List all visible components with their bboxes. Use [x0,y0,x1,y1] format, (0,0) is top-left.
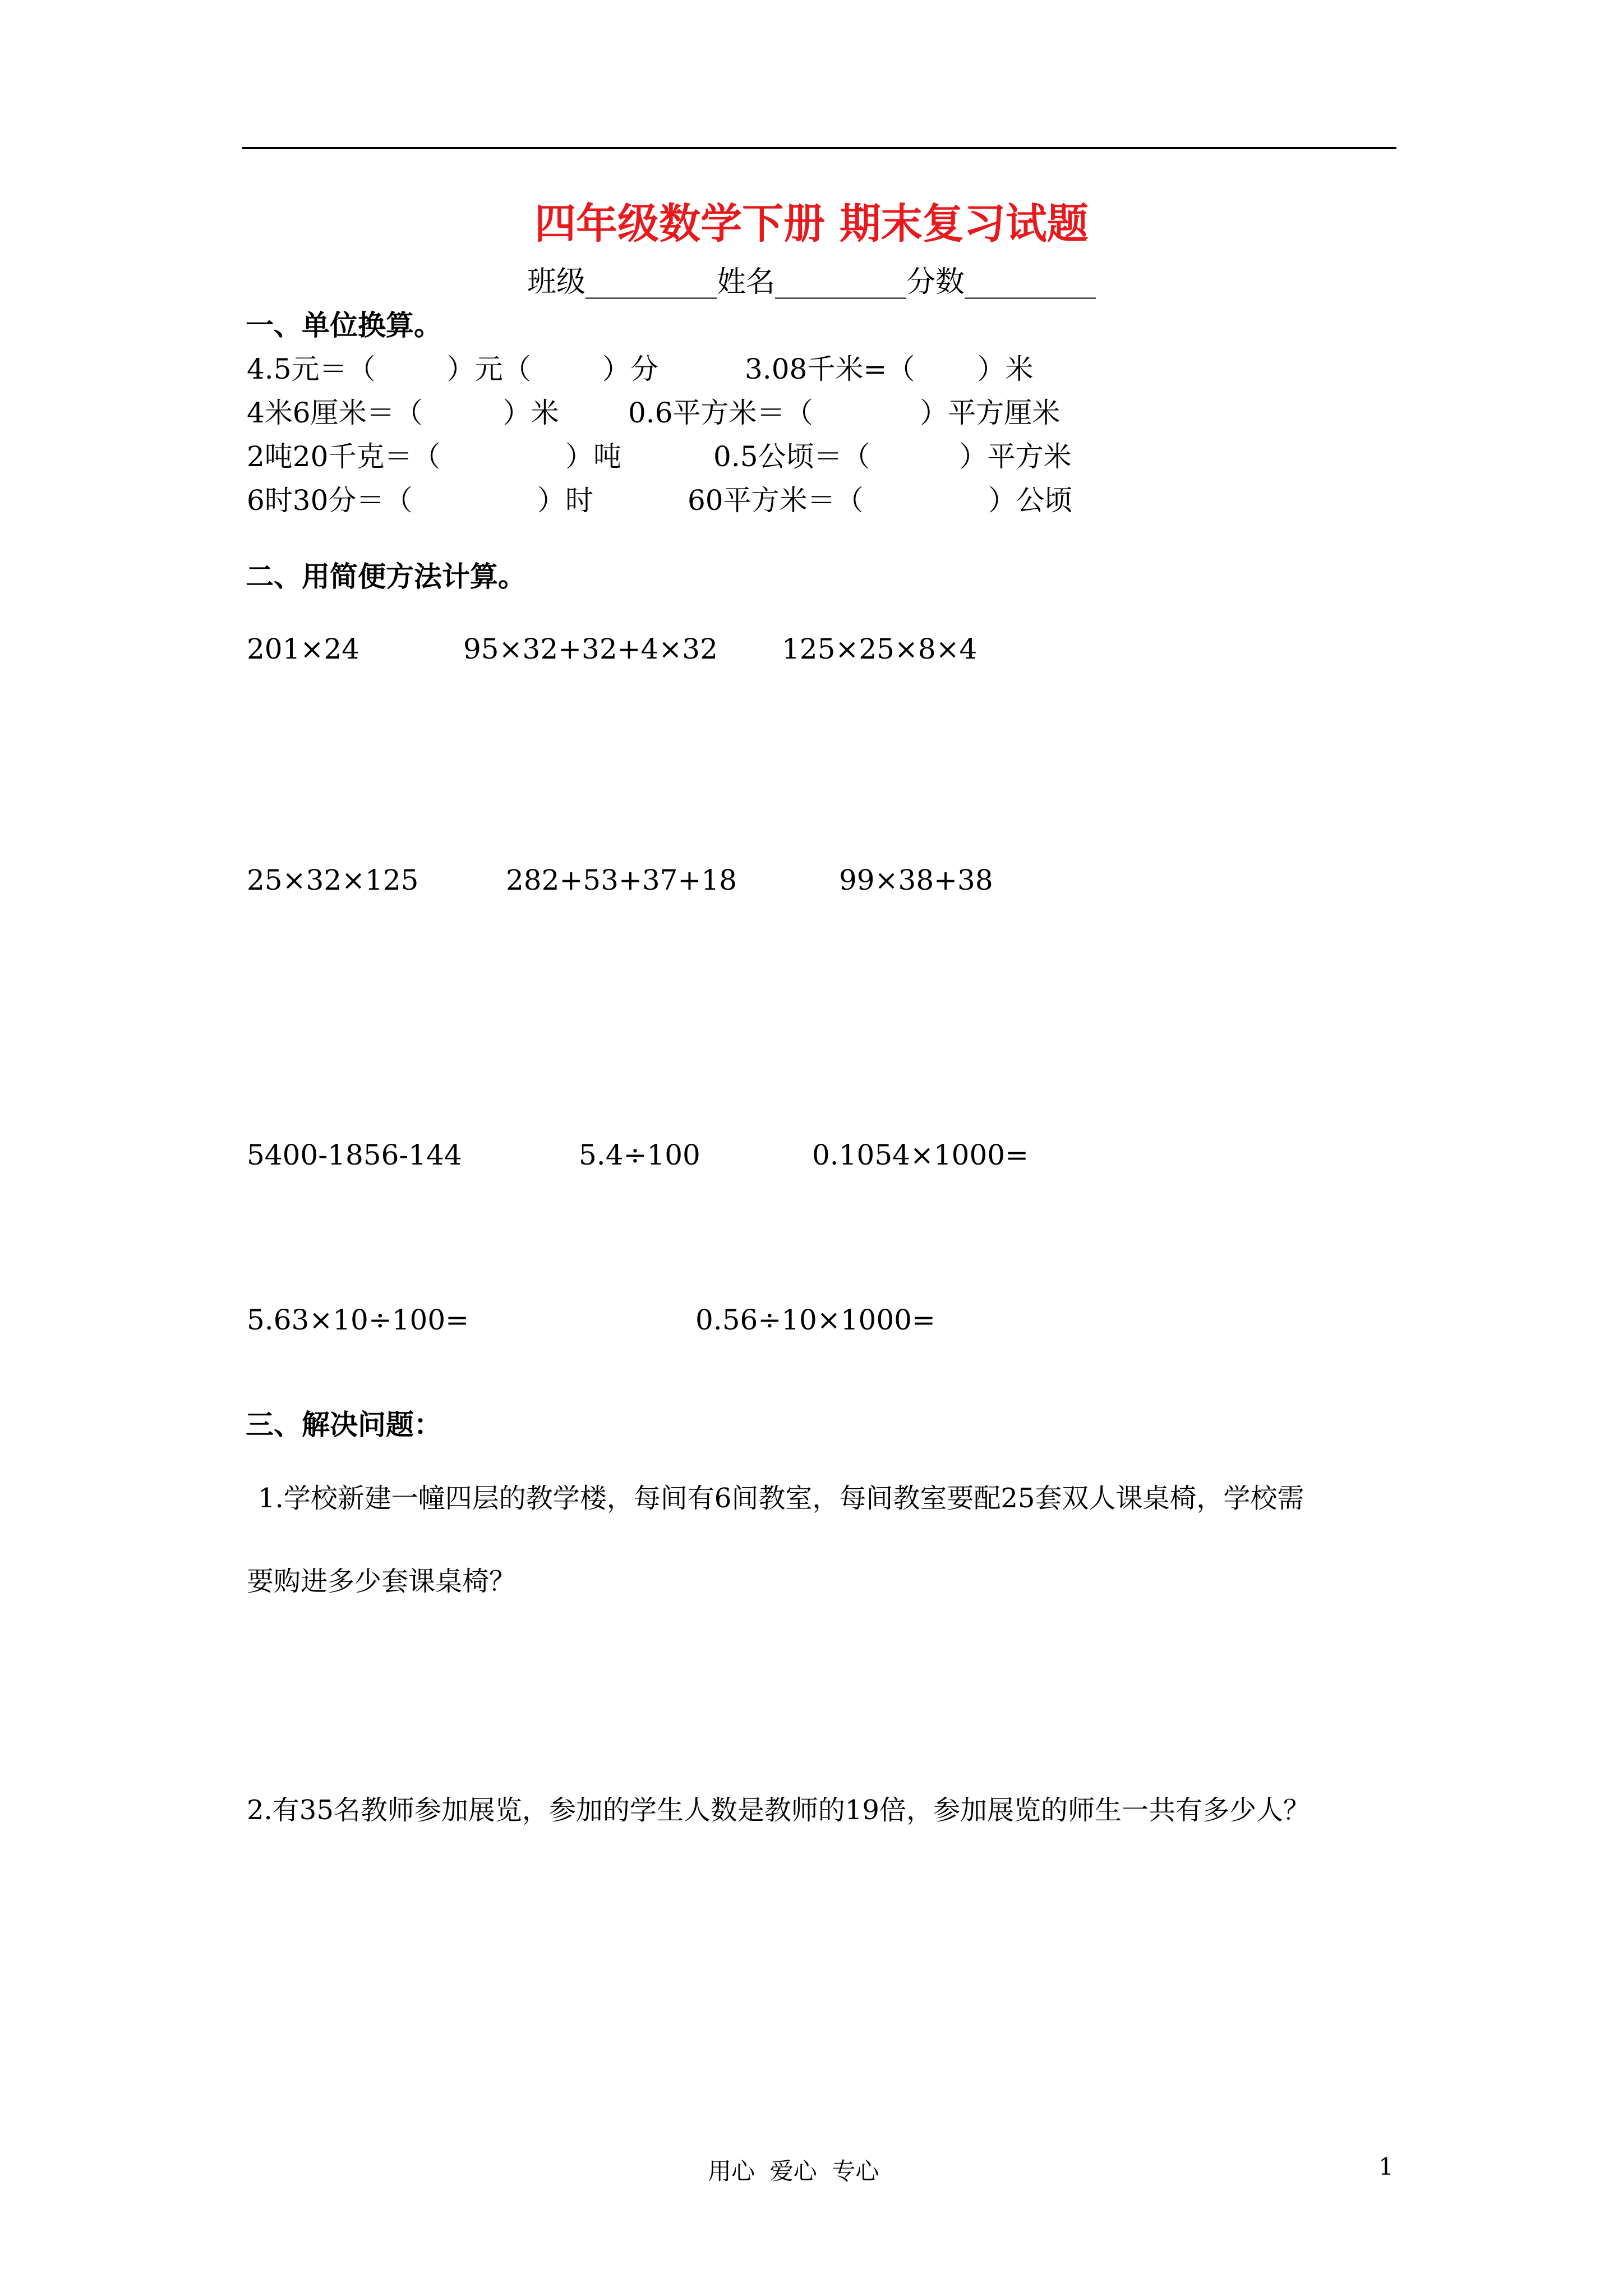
calc-item: 5.4÷100 [579,1139,700,1171]
conversion-item: 60平方米＝（ ）公顷 [688,484,1073,517]
conversion-item: 2吨20千克＝（ ）吨 [247,440,621,473]
conversion-item: 3.08千米=（ ）米 [745,353,1034,385]
calc-item: 95×32+32+4×32 [463,633,718,665]
problem-1-line-1: 1.学校新建一幢四层的教学楼，每间有6间教室，每间教室要配25套双人课桌椅，学校需 [258,1483,1304,1514]
calc-item: 5.63×10÷100= [247,1304,469,1336]
conversion-item: 6时30分＝（ ）时 [247,484,593,517]
conversion-item: 0.5公顷＝（ ）平方米 [713,440,1072,473]
header-rule [242,147,1396,149]
section3-heading: 三、解决问题： [246,1408,442,1441]
footer-motto: 用心 爱心 专心 [708,2157,879,2185]
section1-heading: 一、单位换算。 [246,309,442,342]
conversion-item: 4米6厘米＝（ ）米 [247,397,559,429]
calc-item: 282+53+37+18 [506,864,737,896]
calc-item: 5400-1856-144 [247,1139,462,1171]
calc-item: 125×25×8×4 [782,633,978,665]
calc-item: 201×24 [247,633,359,665]
student-info-line: 班级_________姓名_________分数_________ [527,265,1096,299]
section2-heading: 二、用简便方法计算。 [246,560,526,593]
page-number: 1 [1378,2153,1394,2180]
conversion-item: 0.6平方米＝（ ）平方厘米 [628,397,1061,429]
problem-1-line-2: 要购进多少套课桌椅？ [247,1566,517,1597]
calc-item: 0.1054×1000= [812,1139,1029,1171]
conversion-item: 4.5元＝（ ）元（ ）分 [247,353,658,385]
page-title: 四年级数学下册 期末复习试题 [534,200,1089,248]
problem-2: 2.有35名教师参加展览，参加的学生人数是教师的19倍，参加展览的师生一共有多少人？ [247,1795,1310,1826]
calc-item: 25×32×125 [247,864,419,896]
calc-item: 0.56÷10×1000= [695,1304,935,1336]
calc-item: 99×38+38 [839,864,993,896]
